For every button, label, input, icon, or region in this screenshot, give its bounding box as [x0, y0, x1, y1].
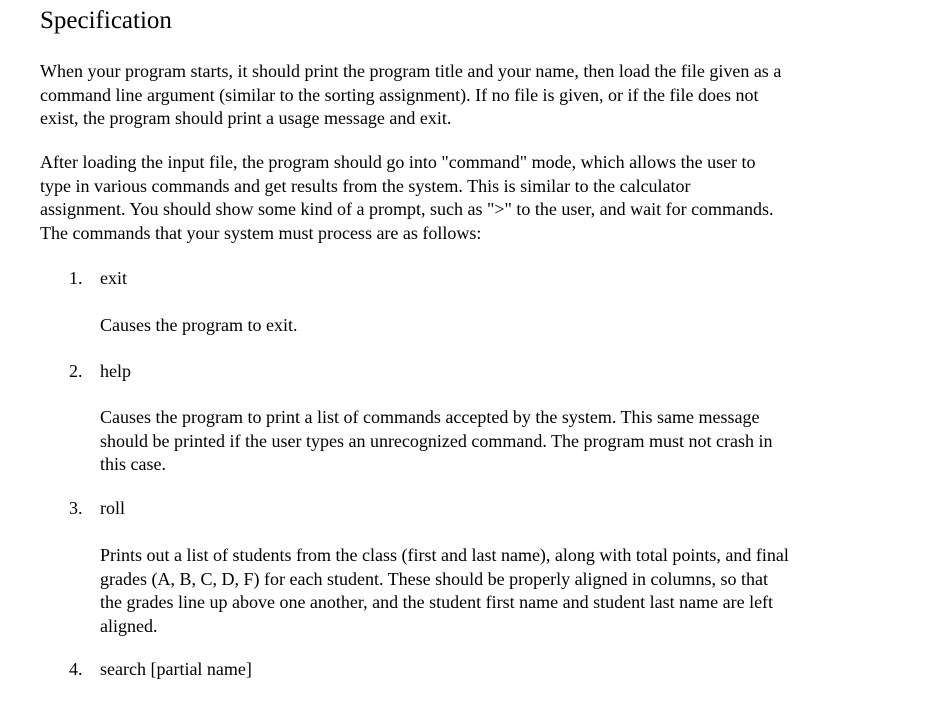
command-description-exit	[100, 314, 890, 338]
paragraph-line: exist, the program should print a usage message and exit.	[40, 108, 452, 128]
command-mode-paragraph	[40, 151, 870, 245]
description-line: should be printed if the user types an unrecognized command. The program must not crash in	[100, 430, 773, 451]
command-number: 3.	[69, 498, 83, 518]
command-title-roll: roll	[100, 498, 125, 518]
command-title-search: search [partial name]	[100, 659, 252, 679]
command-description-roll	[100, 544, 890, 638]
description-line: the grades line up above one another, and the student first name and student last name are left	[100, 592, 774, 612]
command-number: 1.	[69, 268, 83, 288]
description-line: Prints out a list of students from the class (first and last name), along with total points, and final	[100, 545, 789, 565]
description-line: this case.	[100, 454, 166, 474]
command-description-help	[100, 406, 890, 477]
paragraph-line: After loading the input file, the program should go into "command" mode, which allows the user to	[40, 152, 756, 172]
section-heading: Specification	[40, 7, 172, 34]
description-line: Causes the program to print a list of commands accepted by the system. This same message	[100, 407, 760, 427]
intro-paragraph	[40, 60, 870, 131]
command-title-exit: exit	[100, 268, 127, 288]
command-number: 2.	[69, 361, 83, 381]
paragraph-line: The commands that your system must process are as follows:	[40, 222, 482, 243]
paragraph-line: type in various commands and get results from the system. This is similar to the calculator	[40, 175, 691, 196]
paragraph-line: assignment. You should show some kind of a prompt, such as ">" to the user, and wait for commands.	[40, 199, 774, 219]
command-number: 4.	[69, 659, 83, 679]
description-line: grades (A, B, C, D, F) for each student. These should be properly aligned in columns, so that	[100, 568, 769, 589]
paragraph-line: command line argument (similar to the sorting assignment). If no file is given, or if the file does not	[40, 84, 759, 105]
description-line: Causes the program to exit.	[100, 315, 298, 335]
command-title-help: help	[100, 361, 131, 381]
description-line: aligned.	[100, 615, 158, 636]
paragraph-line: When your program starts, it should print the program title and your name, then load the file given as a	[40, 61, 782, 81]
